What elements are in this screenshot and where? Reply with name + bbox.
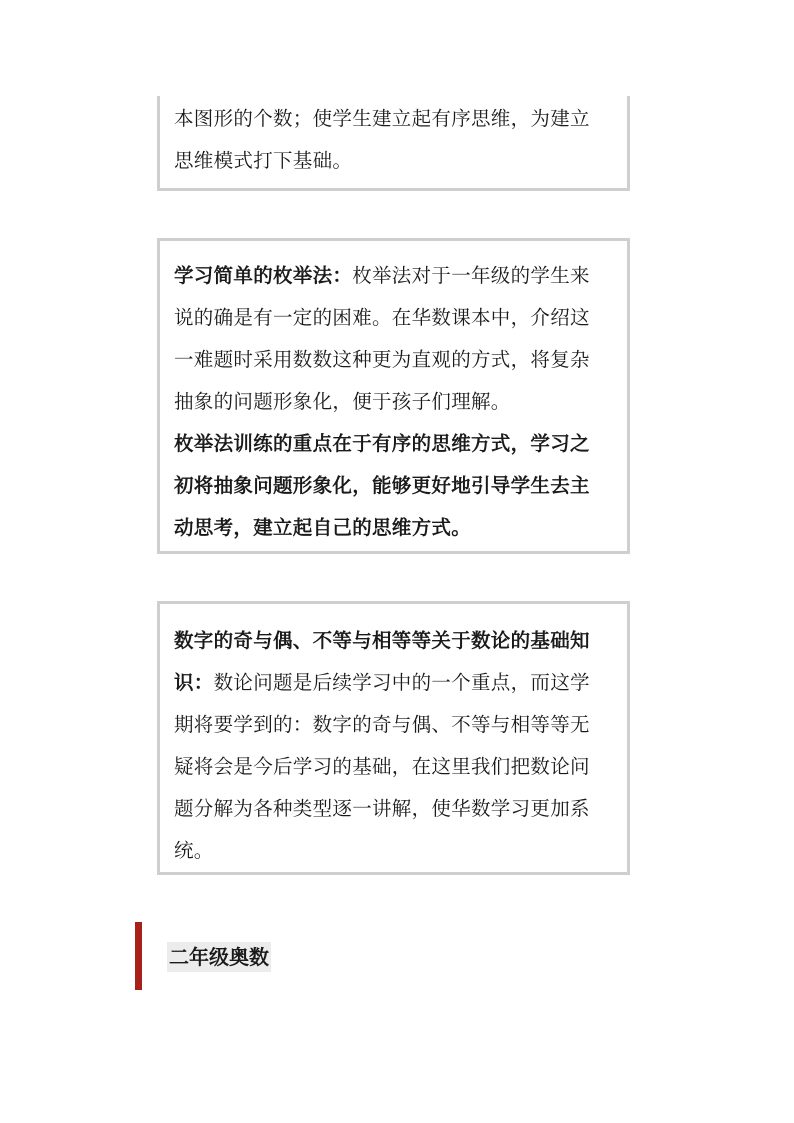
number-theory-title-end: 识： <box>174 671 214 694</box>
text-line <box>174 255 615 297</box>
text-fragment: 数论问题是后续学习中的一个重点，而这学 <box>213 671 590 694</box>
text-line <box>174 662 615 704</box>
enumeration-method-title: 学习简单的枚举法： <box>174 264 353 287</box>
bold-text-line: 初将抽象问题形象化，能够更好地引导学生去主 <box>174 474 590 497</box>
intro-continuation-box <box>157 96 630 191</box>
text-line: 统。 <box>174 839 214 862</box>
bold-text-line: 枚举法训练的重点在于有序的思维方式，学习之 <box>174 432 590 455</box>
number-theory-box <box>157 601 630 875</box>
text-line: 疑将会是今后学习的基础，在这里我们把数论问 <box>174 755 590 778</box>
section-heading <box>135 922 335 990</box>
section-heading-text: 二年级奥数 <box>167 942 271 972</box>
number-theory-text <box>174 620 615 872</box>
bold-text-line: 动思考，建立起自己的思维方式。 <box>174 516 472 539</box>
text-line: 说的确是有一定的困难。在华数课本中，介绍这 <box>174 306 590 329</box>
enumeration-method-box <box>157 238 630 554</box>
enumeration-method-text <box>174 255 615 549</box>
text-line: 一难题时采用数数这种更为直观的方式，将复杂 <box>174 348 590 371</box>
text-line: 思维模式打下基础。 <box>174 149 353 172</box>
text-fragment: 枚举法对于一年级的学生来 <box>352 264 590 287</box>
text-line: 抽象的问题形象化，便于孩子们理解。 <box>174 390 511 413</box>
heading-accent-bar <box>135 922 142 990</box>
text-line: 本图形的个数；使学生建立起有序思维，为建立 <box>174 107 590 130</box>
text-line: 题分解为各种类型逐一讲解，使华数学习更加系 <box>174 797 590 820</box>
intro-continuation-text <box>174 98 615 182</box>
number-theory-title: 数字的奇与偶、不等与相等等关于数论的基础知 <box>174 629 590 652</box>
text-line: 期将要学到的：数字的奇与偶、不等与相等等无 <box>174 713 590 736</box>
